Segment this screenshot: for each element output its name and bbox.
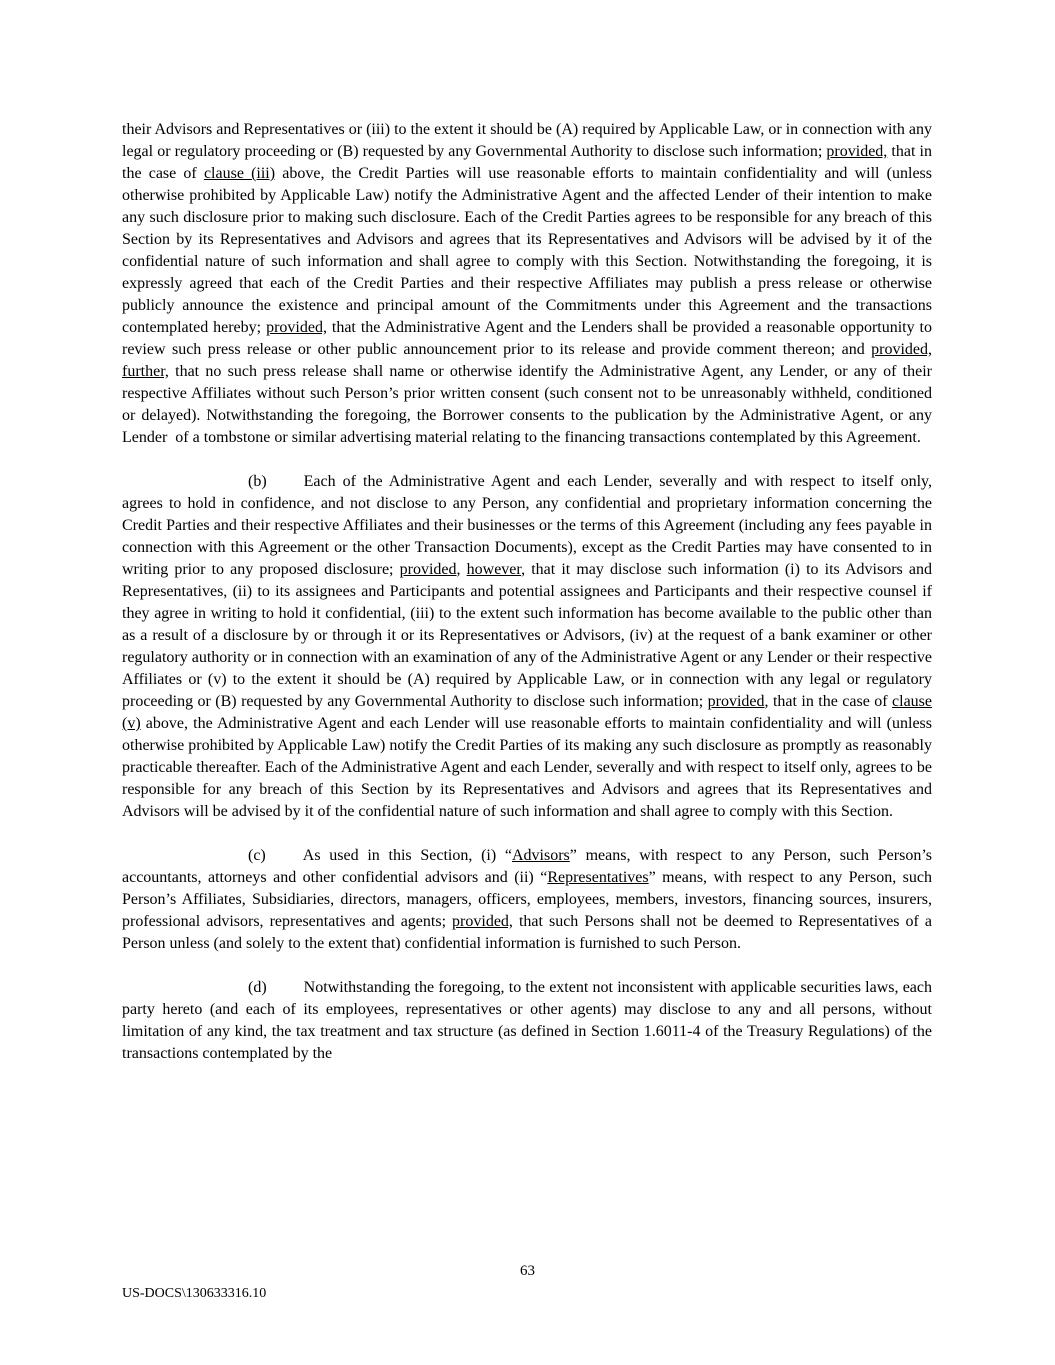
page-number: 63 bbox=[520, 1263, 535, 1279]
underlined-term: provided, bbox=[871, 341, 932, 358]
text-run: , bbox=[456, 561, 467, 578]
text-run: that the Administrative Agent and the Lenders shall be provided a reasonable opportunity to review such press release or other public announcement prior to its release and provide comment thereon; and bbox=[122, 319, 932, 358]
underlined-term: Representatives bbox=[547, 869, 649, 886]
paragraph-d bbox=[122, 977, 932, 1065]
paragraph-label: (c) bbox=[248, 847, 266, 864]
document-body bbox=[122, 119, 932, 1087]
text-run: As used in this Section, (i) “ bbox=[302, 847, 512, 864]
underlined-term: provided bbox=[399, 561, 457, 578]
underlined-term: however bbox=[466, 561, 522, 578]
text-run: that in the case of bbox=[122, 143, 932, 182]
underlined-term: clause (v) bbox=[122, 693, 933, 732]
text-run: that no such press release shall name or otherwise identify the Administrative Agent, any Lender, or any of their respective Affiliates without such Person’s prior written consent (such consent not to be unreasonably withheld, conditioned or delayed). Notwithstanding the foregoing, the Borrower consents to the publication by the Administrative Agent, or any Lender of a tombstone or similar advertising material relating to the financing transactions contemplated by this Agreement. bbox=[122, 363, 932, 446]
text-run: above, the Administrative Agent and each Lender will use reasonable efforts to maintain confidentiality and will (unless otherwise prohibited by Applicable Law) notify the Credit Parties of its making any such disclosure as promptly as reasonably practicable thereafter. Each of the Administrative Agent and each Lender, severally and with respect to itself only, agrees to be responsible for any breach of this Section by its Representatives and Advisors and agrees that its Representatives and Advisors will be advised by it of the confidential nature of such information and shall agree to comply with this Section. bbox=[122, 715, 932, 820]
paragraph-label: (b) bbox=[248, 473, 267, 490]
text-run: that such Persons shall not be deemed to Representatives of a Person unless (and solely to the extent that) confidential information is furnished to such Person. bbox=[122, 913, 933, 952]
text-run: their Advisors and Representatives or (iii) to the extent it should be (A) required by Applicable Law, or in connection with any legal or regulatory proceeding or (B) requested by any Governmental Authority to disclose such information; bbox=[122, 121, 932, 160]
underlined-term: clause (iii) bbox=[203, 165, 276, 182]
text-run: ” means, with respect to any Person, such Person’s accountants, attorneys and other confidential advisors and (ii) “ bbox=[122, 847, 932, 886]
underlined-term: provided, bbox=[826, 143, 888, 160]
document-id-footer: US-DOCS\130633316.10 bbox=[122, 1286, 267, 1301]
text-run: , that it may disclose such information (i) to its Advisors and Representatives, (ii) to its assignees and Participants and potential assignees and Participants and their respective counsel if they agree in writing to hold it confidential, (iii) to the extent such information has become available to the public other than as a result of a disclosure by or through it or its Representatives or Advisors, (iv) at the request of a bank examiner or other regulatory authority or in connection with an examination of any of the Administrative Agent or any Lender or their respective Affiliates or (v) to the extent it should be (A) required by Applicable Law, or in connection with any legal or regulatory proceeding or (B) requested by any Governmental Authority to disclose such information; bbox=[122, 561, 933, 710]
underlined-term: Advisors bbox=[512, 847, 570, 864]
underlined-term: provided bbox=[707, 693, 765, 710]
text-run: , that in the case of bbox=[764, 693, 893, 710]
text-run: Each of the Administrative Agent and each Lender, severally and with respect to itself only, agrees to hold in confidence, and not disclose to any Person, any confidential and proprietary information concerning the Credit Parties and their respective Affiliates and their businesses or the terms of this Agreement (including any fees payable in connection with this Agreement or the other Transaction Documents), except as the Credit Parties may have consented to in writing prior to any proposed disclosure; bbox=[122, 473, 932, 578]
text-run: ” means, with respect to any Person, such Person’s Affiliates, Subsidiaries, directors, managers, officers, employees, members, investors, financing sources, insurers, professional advisors, representatives and agents; bbox=[122, 869, 933, 930]
paragraph-continuation bbox=[122, 119, 932, 449]
text-run: Notwithstanding the foregoing, to the extent not inconsistent with applicable securities laws, each party hereto (and each of its employees, representatives or other agents) may disclose to any and all persons, without limitation of any kind, the tax treatment and tax structure (as defined in Section 1.6011-4 of the Treasury Regulations) of the transactions contemplated by the bbox=[122, 979, 932, 1062]
paragraph-c bbox=[122, 845, 932, 955]
underlined-term: provided, bbox=[452, 913, 513, 930]
paragraph-b bbox=[122, 471, 932, 823]
paragraph-label: (d) bbox=[248, 979, 267, 996]
underlined-term: provided, bbox=[266, 319, 327, 336]
text-run: above, the Credit Parties will use reasonable efforts to maintain confidentiality and will (unless otherwise prohibited by Applicable Law) notify the Administrative Agent and the affected Lender of their intention to make any such disclosure prior to making such disclosure. Each of the Credit Parties agrees to be responsible for any breach of this Section by its Representatives and Advisors and agrees that its Representatives and Advisors will be advised by it of the confidential nature of such information and shall agree to comply with this Section. Notwithstanding the foregoing, it is expressly agreed that each of the Credit Parties and their respective Affiliates may publish a press release or otherwise publicly announce the existence and principal amount of the Commitments under this Agreement and the transactions contemplated hereby; bbox=[122, 165, 933, 336]
underlined-term: further, bbox=[122, 363, 169, 380]
paragraphs bbox=[122, 119, 932, 1065]
